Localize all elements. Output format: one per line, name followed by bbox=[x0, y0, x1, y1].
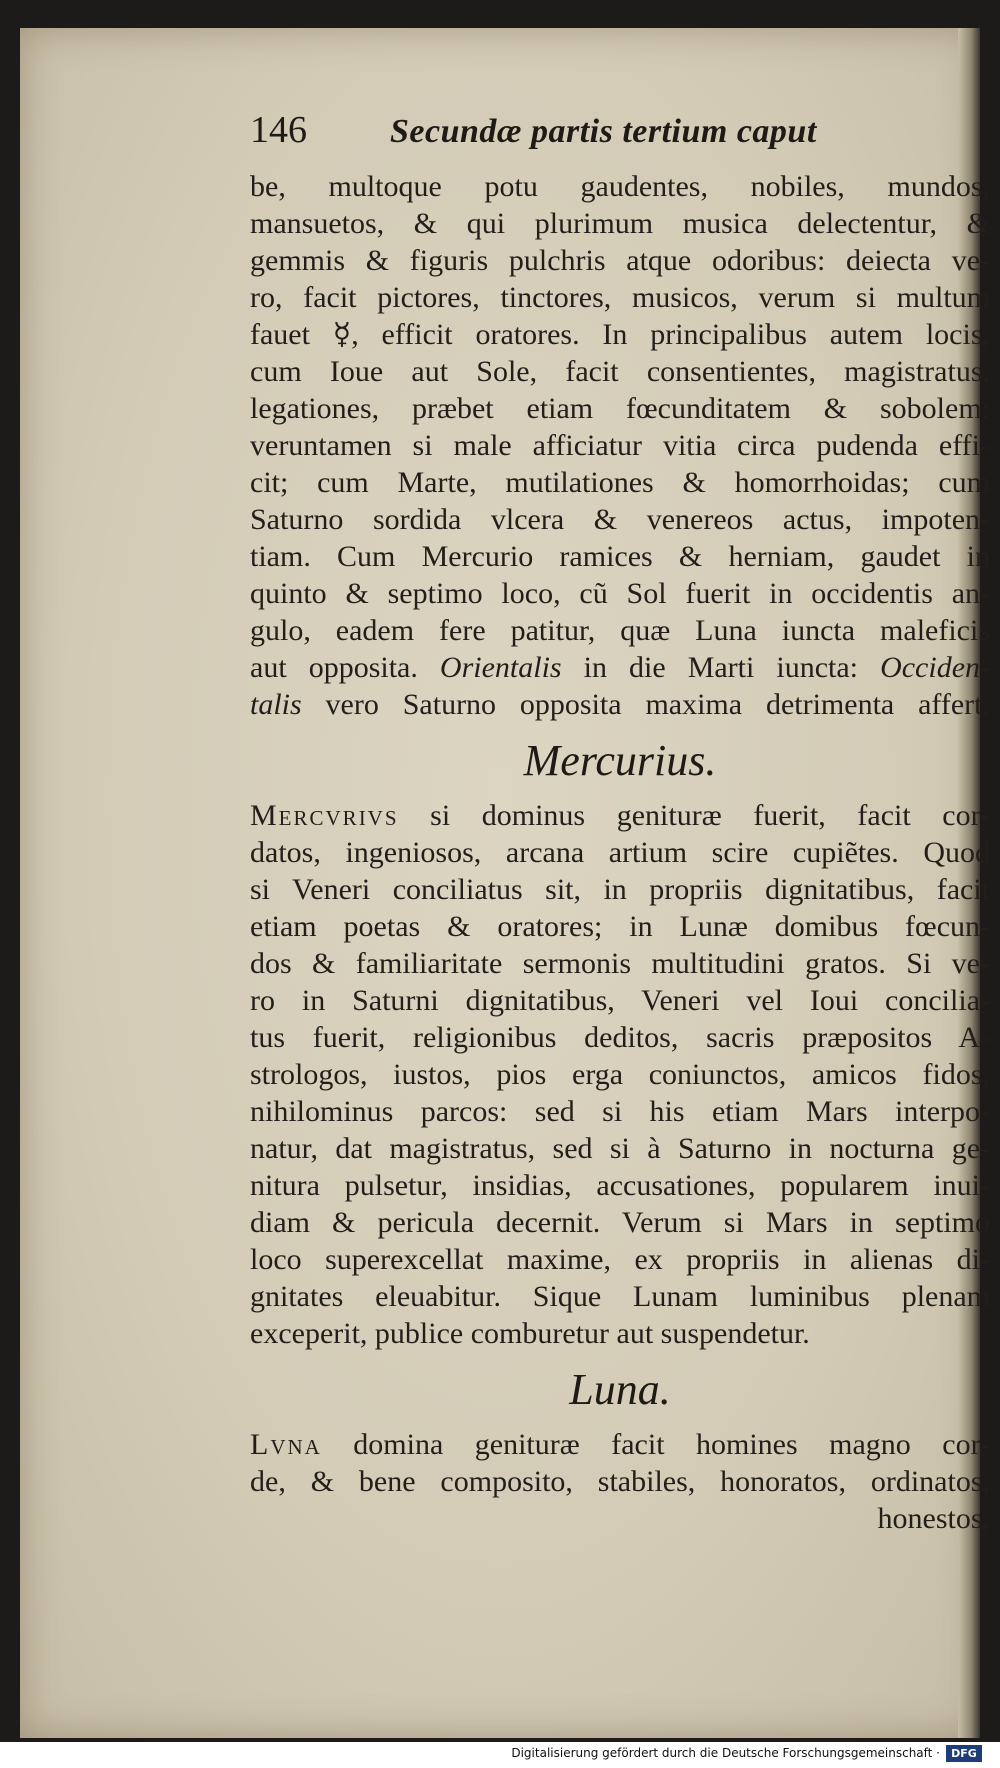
text-line: exceperit, publice comburetur aut suspendetur. bbox=[250, 1317, 810, 1350]
text-run: vero Saturno opposita maxima detrimenta affert. bbox=[301, 688, 990, 721]
text-line: strologos, iustos, pios erga coniunctos, amicos fidos, bbox=[250, 1058, 990, 1091]
text-line: diam & pericula decernit. Verum si Mars in septimo bbox=[250, 1206, 990, 1239]
book-page bbox=[20, 28, 990, 1738]
text-line: nihilominus parcos: sed si his etiam Mars interpo- bbox=[250, 1095, 990, 1128]
text-line: loco superexcellat maxime, ex propriis in alienas di- bbox=[250, 1243, 990, 1276]
text-line: natur, dat magistratus, sed si à Saturno in nocturna ge- bbox=[250, 1132, 990, 1165]
text-line bbox=[250, 686, 990, 723]
text-run: si dominus genituræ fuerit, facit cor- bbox=[398, 799, 990, 832]
section-heading-mercurius: Mercurius. bbox=[523, 736, 717, 785]
text-line: legationes, præbet etiam fœcunditatem & sobolem: bbox=[250, 392, 990, 425]
text-line: Saturno sordida vlcera & venereos actus, impoten- bbox=[250, 503, 990, 536]
paragraph-venus-continued bbox=[250, 168, 990, 723]
text-line: mansuetos, & qui plurimum musica delectentur, & bbox=[250, 207, 990, 240]
text-line bbox=[250, 797, 990, 834]
italic-term: Orientalis bbox=[439, 651, 562, 684]
footer-credit: Digitalisierung gefördert durch die Deutsche Forschungsgemeinschaft · bbox=[511, 1746, 940, 1760]
text-run: aut opposita. bbox=[250, 651, 440, 684]
text-line: datos, ingeniosos, arcana artium scire cupiẽtes. Quod bbox=[250, 836, 990, 869]
text-line: cit; cum Marte, mutilationes & homorrhoidas; cum bbox=[250, 466, 990, 499]
text-run: domina genituræ facit homines magno cor- bbox=[321, 1428, 990, 1461]
running-head: Secundæ partis tertium caput bbox=[390, 113, 817, 150]
text-line: tus fuerit, religionibus deditos, sacris præpositos A- bbox=[250, 1021, 990, 1054]
text-line: gulo, eadem fere patitur, quæ Luna iuncta maleficis bbox=[250, 614, 990, 647]
text-run: in die Marti iuncta: bbox=[561, 651, 881, 684]
text-line bbox=[250, 1426, 990, 1463]
italic-term: talis bbox=[250, 688, 302, 721]
text-line: ro, facit pictores, tinctores, musicos, verum si multum bbox=[250, 281, 990, 314]
text-line: de, & bene composito, stabiles, honoratos, ordinatos, bbox=[250, 1465, 990, 1498]
catchword: honestos, bbox=[877, 1502, 990, 1535]
text-line: etiam poetas & oratores; in Lunæ domibus fœcun- bbox=[250, 910, 990, 943]
paragraph-mercurius bbox=[250, 797, 990, 1352]
text-line: si Veneri conciliatus sit, in propriis dignitatibus, facit bbox=[250, 873, 990, 906]
initial-word: Lvna bbox=[250, 1428, 322, 1461]
text-line: nitura pulsetur, insidias, accusationes, popularem inui- bbox=[250, 1169, 990, 1202]
section-heading-luna: Luna. bbox=[569, 1365, 671, 1414]
dfg-logo: DFG bbox=[946, 1745, 982, 1762]
digitization-footer bbox=[0, 1742, 1000, 1768]
text-line: fauet ☿, efficit oratores. In principalibus autem locis, bbox=[250, 318, 990, 351]
text-line bbox=[250, 649, 990, 686]
italic-term: Occiden- bbox=[880, 651, 990, 684]
text-line: veruntamen si male afficiatur vitia circa pudenda effi- bbox=[250, 429, 990, 462]
text-line: ro in Saturni dignitatibus, Veneri vel Ioui concilia- bbox=[250, 984, 990, 1017]
text-line: dos & familiaritate sermonis multitudini gratos. Si ve- bbox=[250, 947, 990, 980]
text-line: cum Ioue aut Sole, facit consentientes, magistratus, bbox=[250, 355, 990, 388]
text-line: gnitates eleuabitur. Sique Lunam luminibus plenam bbox=[250, 1280, 990, 1313]
text-line: tiam. Cum Mercurio ramices & herniam, gaudet in bbox=[250, 540, 990, 573]
text-line: quinto & septimo loco, cũ Sol fuerit in occidentis an- bbox=[250, 577, 990, 610]
text-line: gemmis & figuris pulchris atque odoribus: deiecta ve- bbox=[250, 244, 990, 277]
main-text bbox=[250, 168, 990, 1537]
page-header bbox=[250, 108, 940, 158]
paragraph-luna bbox=[250, 1426, 990, 1537]
text-line: be, multoque potu gaudentes, nobiles, mundos, bbox=[250, 170, 990, 203]
initial-word: Mercvrivs bbox=[250, 799, 399, 832]
page-number: 146 bbox=[250, 109, 307, 151]
